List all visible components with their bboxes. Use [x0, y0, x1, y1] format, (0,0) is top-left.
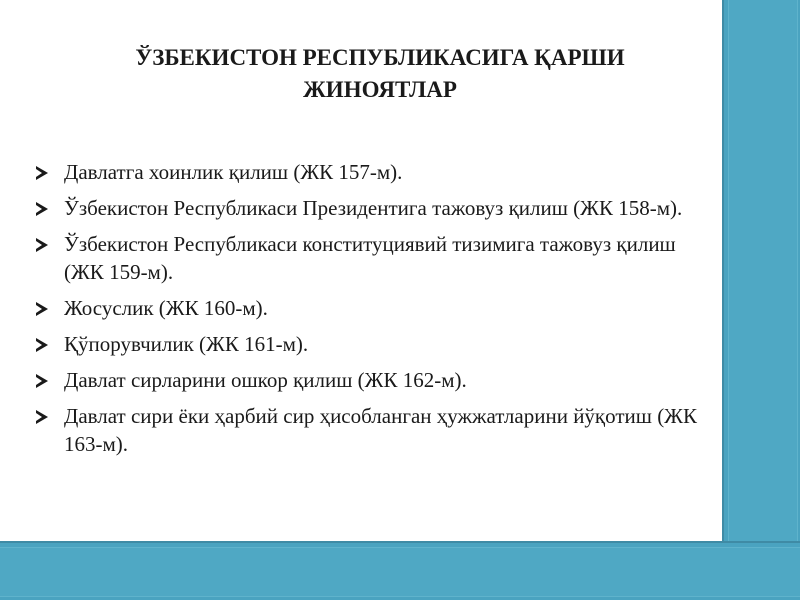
arrow-bullet-icon — [36, 166, 48, 180]
list-item — [34, 294, 714, 322]
list-item — [34, 402, 714, 458]
arrow-bullet-icon — [36, 410, 48, 424]
list-item-text: Жосуслик (ЖК 160-м). — [64, 296, 268, 320]
arrow-bullet-icon — [36, 238, 48, 252]
list-item-text: Қўпорувчилик (ЖК 161-м). — [64, 332, 309, 356]
bottom-accent-bar-inner — [0, 547, 800, 597]
list-item — [34, 366, 714, 394]
list-item-text: Давлат сири ёки ҳарбий сир ҳисобланган ҳужжатларини йўқотиш (ЖК 163-м). — [64, 404, 698, 456]
arrow-bullet-icon — [36, 338, 48, 352]
bottom-accent-bar — [0, 541, 800, 600]
slide-title-line-1: ЎЗБЕКИСТОН РЕСПУБЛИКАСИГА ҚАРШИ — [135, 45, 625, 70]
list-item-text: Ўзбекистон Республикаси конституциявий тизимига тажовуз қилиш (ЖК 159-м). — [64, 232, 676, 284]
bullet-list — [34, 158, 714, 466]
right-accent-bar-inner — [728, 0, 798, 541]
list-item-text: Давлатга хоинлик қилиш (ЖК 157-м). — [64, 160, 403, 184]
list-item — [34, 158, 714, 186]
list-item — [34, 230, 714, 286]
arrow-bullet-icon — [36, 202, 48, 216]
slide-title-line-2: ЖИНОЯТЛАР — [303, 77, 457, 102]
list-item — [34, 330, 714, 358]
list-item — [34, 194, 714, 222]
slide-title — [40, 42, 720, 106]
list-item-text: Ўзбекистон Республикаси Президентига тажовуз қилиш (ЖК 158-м). — [64, 196, 683, 220]
arrow-bullet-icon — [36, 374, 48, 388]
arrow-bullet-icon — [36, 302, 48, 316]
right-accent-bar — [722, 0, 800, 541]
list-item-text: Давлат сирларини ошкор қилиш (ЖК 162-м). — [64, 368, 467, 392]
